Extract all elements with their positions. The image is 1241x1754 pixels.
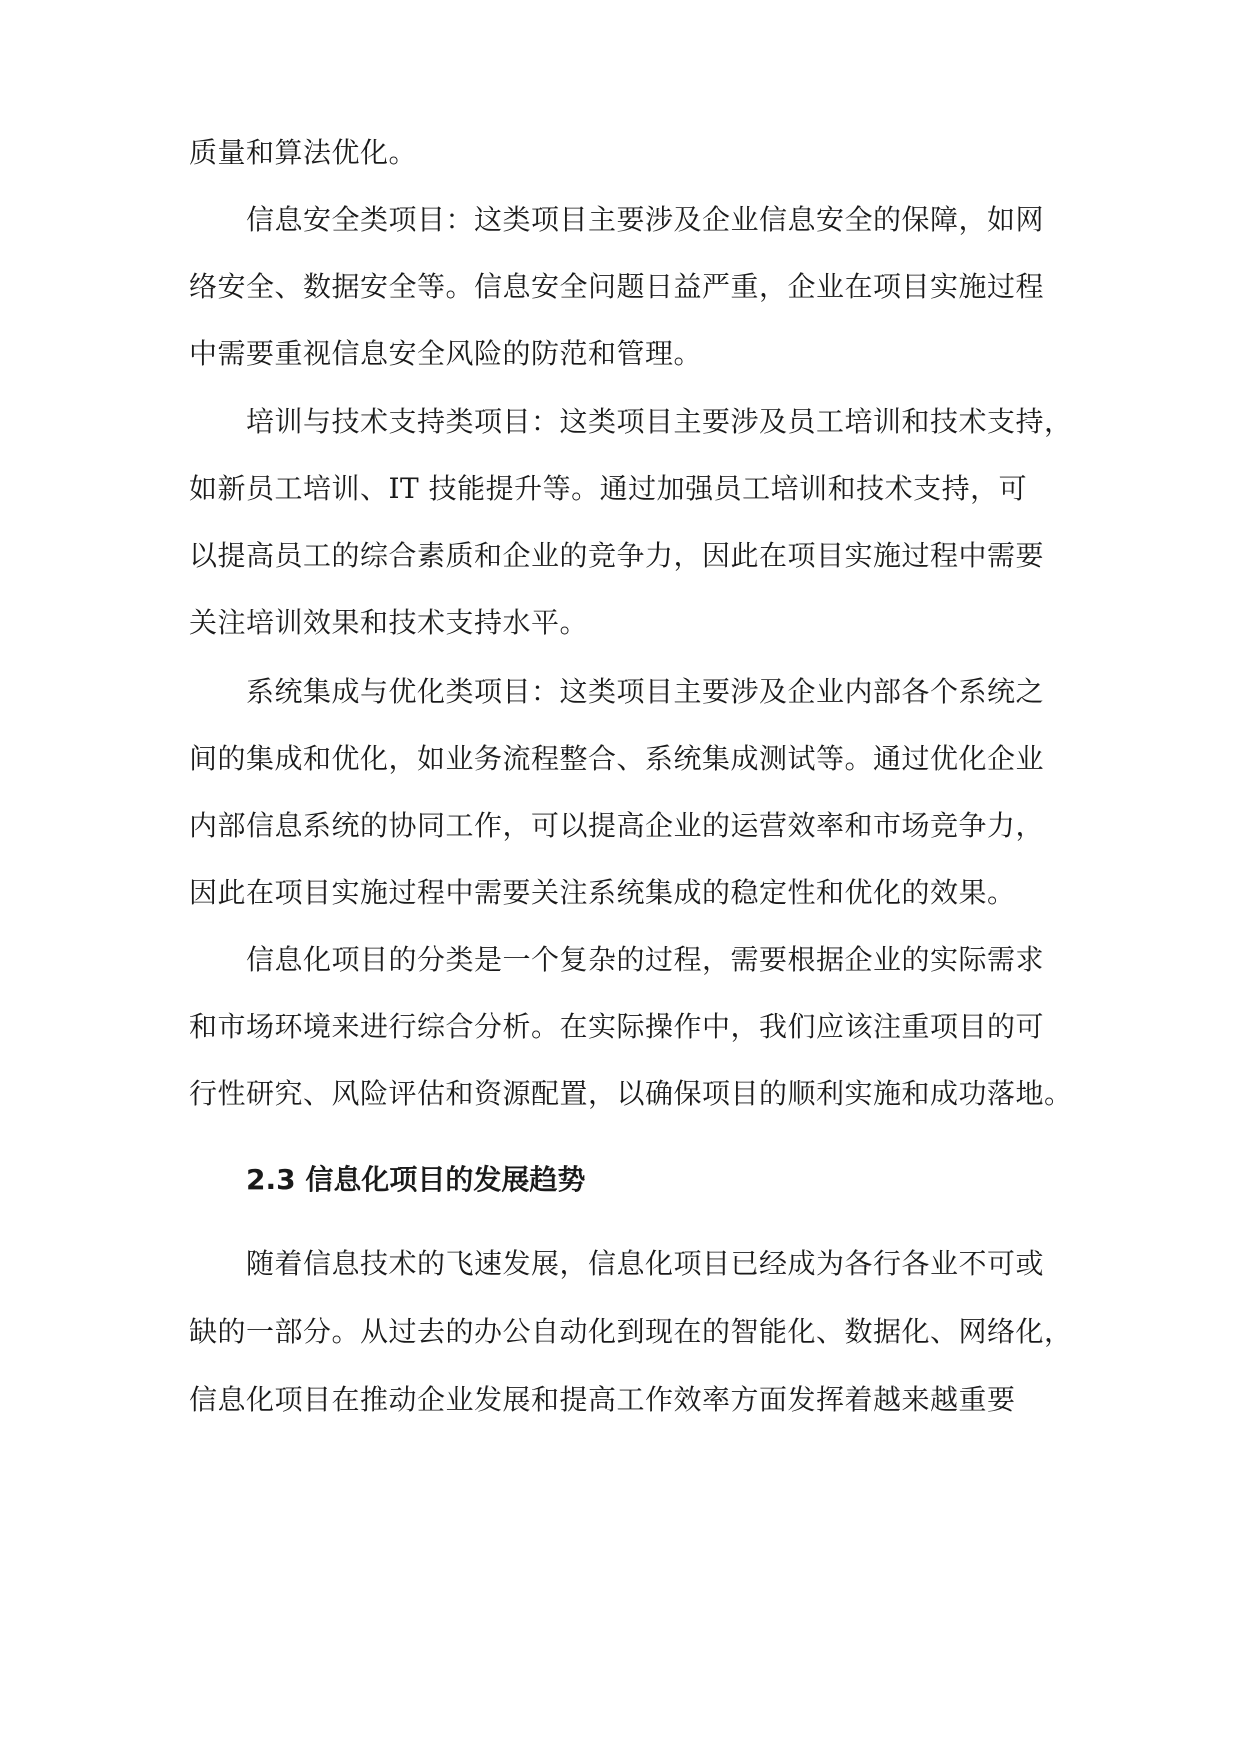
paragraph-start-line: 信息化项目的分类是一个复杂的过程，需要根据企业的实际需求 <box>246 943 1045 976</box>
paragraph-start-line: 系统集成与优化类项目：这类项目主要涉及企业内部各个系统之 <box>246 675 1045 708</box>
text-line: 内部信息系统的协同工作，可以提高企业的运营效率和市场竞争力， <box>189 809 1045 842</box>
paragraph-start-line: 培训与技术支持类项目：这类项目主要涉及员工培训和技术支持， <box>246 405 1073 438</box>
text-line: 信息化项目在推动企业发展和提高工作效率方面发挥着越来越重要 <box>189 1383 1016 1416</box>
section-heading: 2.3 信息化项目的发展趋势 <box>246 1163 586 1196</box>
text-line: 以提高员工的综合素质和企业的竞争力，因此在项目实施过程中需要 <box>189 539 1045 572</box>
text-line: 质量和算法优化。 <box>189 136 418 169</box>
text-line: 如新员工培训、IT 技能提升等。通过加强员工培训和技术支持，可 <box>189 472 1028 505</box>
paragraph-start-line: 随着信息技术的飞速发展，信息化项目已经成为各行各业不可或 <box>246 1247 1045 1280</box>
text-line: 和市场环境来进行综合分析。在实际操作中，我们应该注重项目的可 <box>189 1010 1045 1043</box>
text-line: 络安全、数据安全等。信息安全问题日益严重，企业在项目实施过程 <box>189 270 1045 303</box>
text-line: 关注培训效果和技术支持水平。 <box>189 606 589 639</box>
text-line: 行性研究、风险评估和资源配置，以确保项目的顺利实施和成功落地。 <box>189 1077 1073 1110</box>
text-line: 缺的一部分。从过去的办公自动化到现在的智能化、数据化、网络化， <box>189 1315 1073 1348</box>
text-line: 中需要重视信息安全风险的防范和管理。 <box>189 337 703 370</box>
text-line: 间的集成和优化，如业务流程整合、系统集成测试等。通过优化企业 <box>189 742 1045 775</box>
text-line: 因此在项目实施过程中需要关注系统集成的稳定性和优化的效果。 <box>189 876 1016 909</box>
paragraph-start-line: 信息安全类项目：这类项目主要涉及企业信息安全的保障，如网 <box>246 203 1045 236</box>
